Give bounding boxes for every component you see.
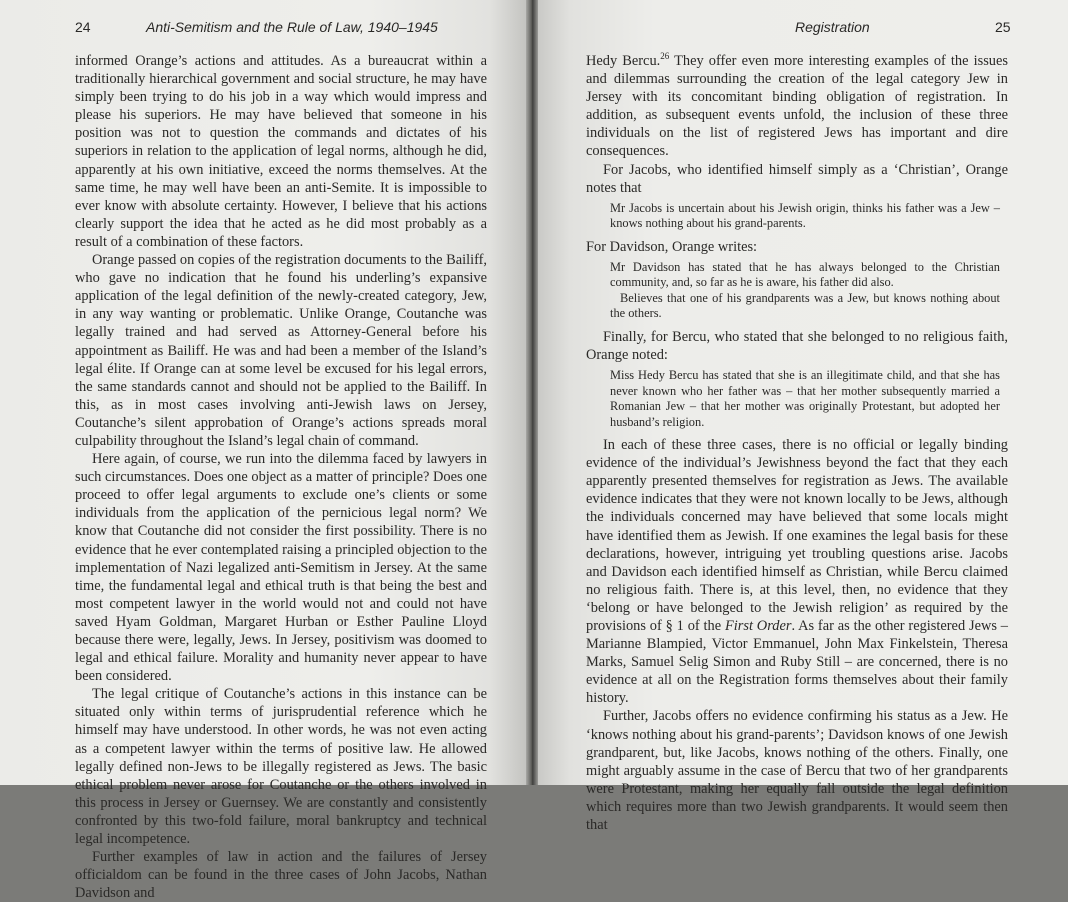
paragraph: For Davidson, Orange writes: [586,238,758,255]
left-page [0,0,526,902]
page-number: 25 [995,19,1011,35]
paragraph-text: They offer even more interesting examples of the issues and dilemmas surrounding the creation of the legal category Jew in Jersey with its concomitant binding obligation of registration. In addition, as subsequent events unfold, the inclusion of these three individuals on the list of registered Jews has important and dire consequences. [586,53,1008,160]
paragraph: The legal critique of Coutanche’s actions in this instance can be situated only within terms of jurisprudential reference which he himself may have understood. In other words, he was not even acting as a competent lawyer within the terms of positive law. He allowed legally defined non-Jews to be illegally registered as Jews. The basic ethical problem never arose for Coutanche or the others involved in this process in Jersey or Guernsey. We are constantly and consistently confronted by this two-fold failure, moral bankruptcy and technical legal incompetence. [75,686,487,848]
paragraph: Here again, of course, we run into the dilemma faced by lawyers in such circumstances. Does one object as a matter of principle? Does one proceed to offer legal arguments to exclude one’s clients or some individuals from the application of the pernicious legal norm? We know that Coutanche did not consider the first possibility. There is no evidence that he ever contemplated raising a principled objection to the implementation of Nazi legalized anti-Semitism in Jersey. At the same time, the fundamental legal and ethical truth is that being the best and most competent lawyer in the world would not and could not have saved Hyam Goldman, Margaret Hurban or Esther Pauline Lloyd because there were, legally, Jews. In Jersey, positivism was doomed to legal and ethical failure. Morality and humanity never appear to have been considered. [75,451,487,685]
paragraph [586,436,1008,707]
paragraph: For Jacobs, who identified himself simply as a ‘Christian’, Orange notes that [586,161,1008,196]
right-page [538,0,1068,833]
book-gutter [526,0,538,785]
paragraph: Orange passed on copies of the registration documents to the Bailiff, who gave no indication that he found his underling’s expansive application of the legal definition of the newly-created category, Jew, in any way wanting or problematic. Unlike Orange, Coutanche was legally trained and had served as Attorney-General before his appointment as Bailiff. He was and had been a member of the Island’s legal élite. If Orange can at some level be excused for his legal errors, the same standards cannot and should not be applied to the Bailiff. In this, as in most cases involving anti-Jewish laws on Jersey, Coutanche’s silent approbation of Orange’s actions spreads moral culpability throughout the Island’s legal chain of command. [75,252,487,449]
body-text [75,52,487,902]
block-quote [610,260,1008,322]
paragraph: Finally, for Bercu, who stated that she belonged to no religious faith, Orange noted: [586,328,1008,363]
italic-title: First Order [724,617,792,634]
block-quote [610,201,1008,232]
block-quote [610,368,1008,430]
quote-text: Believes that one of his grandparents was a Jew, but knows nothing about the others. [610,290,1000,321]
paragraph [586,52,1008,161]
quote-text: Miss Hedy Bercu has stated that she is an illegitimate child, and that she has never known who her father was – that her mother subsequently married a Romanian Jew – that her mother was originally Protestant, but adopted her husband’s religion. [610,368,1000,429]
paragraph-text: In each of these three cases, there is no official or legally binding evidence of the individual’s Jewishness beyond the fact that they each apparently presented themselves for registration as Jews. The available evidence indicates that they were not known locally to be Jews, although the individuals concerned may have believed that some locals might have identified them as Jewish. If one examines the legal basis for these declarations, however, intriguing yet troubling questions arise. Jacobs and Davidson each identified himself as Christian, while Bercu claimed no religious faith. There is, at this level, then, no evidence that they ‘belong or have belonged to the Jewish religion’ as required by the provisions of § 1 of the [586,437,1008,634]
paragraph-text: . As far as the other registered Jews – Marianne Blampied, Victor Emmanuel, John Max Finkelstein, Theresa Marks, Samuel Selig Simon and Ruby Still – are concerned, there is no evidence at all on the Registration forms themselves about their family history. [586,617,1008,707]
running-head: Anti-Semitism and the Rule of Law, 1940–1945 [146,19,438,35]
paragraph: Further, Jacobs offers no evidence confirming his status as a Jew. He ‘knows nothing about his grand-parents’; Davidson knows of one Jewish grandparent, but, like Jacobs, knows nothing of the others. Finally, one might arguably assume in the case of Bercu that two of her grandparents were Protestant, making her equally fall outside the legal definition which requires more than two Jewish grandparents. It would seem then that [586,708,1008,833]
paragraph: informed Orange’s actions and attitudes. As a bureaucrat within a traditionally hierarchical government and social structure, he may have simply been trying to do his job in a way which would impress and please his superiors. He may have believed that someone in his position was not to question the commands and dictates of his superiors in relation to the application of legal norms, although he did, apparently at his own initiative, exceed the norms themselves. At the same time, he may well have been an anti-Semite. It is impossible to ever know with absolute certainty. However, I believe that his actions clearly support the idea that he acted as he did most probably as a result of a combination of these factors. [75,53,487,250]
page-number: 24 [75,19,91,35]
body-text [586,52,1008,834]
running-head: Registration [795,19,870,35]
quote-text: Mr Davidson has stated that he has always belonged to the Christian community, and, so far as he is aware, his father did also. [610,259,1000,290]
paragraph: Further examples of law in action and the failures of Jersey officialdom can be found in the three cases of John Jacobs, Nathan Davidson and [75,849,487,902]
footnote-marker: 26 [660,51,670,62]
quote-text: Mr Jacobs is uncertain about his Jewish origin, thinks his father was a Jew – knows nothing about his grand-parents. [610,200,1000,231]
paragraph-text: Hedy Bercu. [586,53,661,69]
